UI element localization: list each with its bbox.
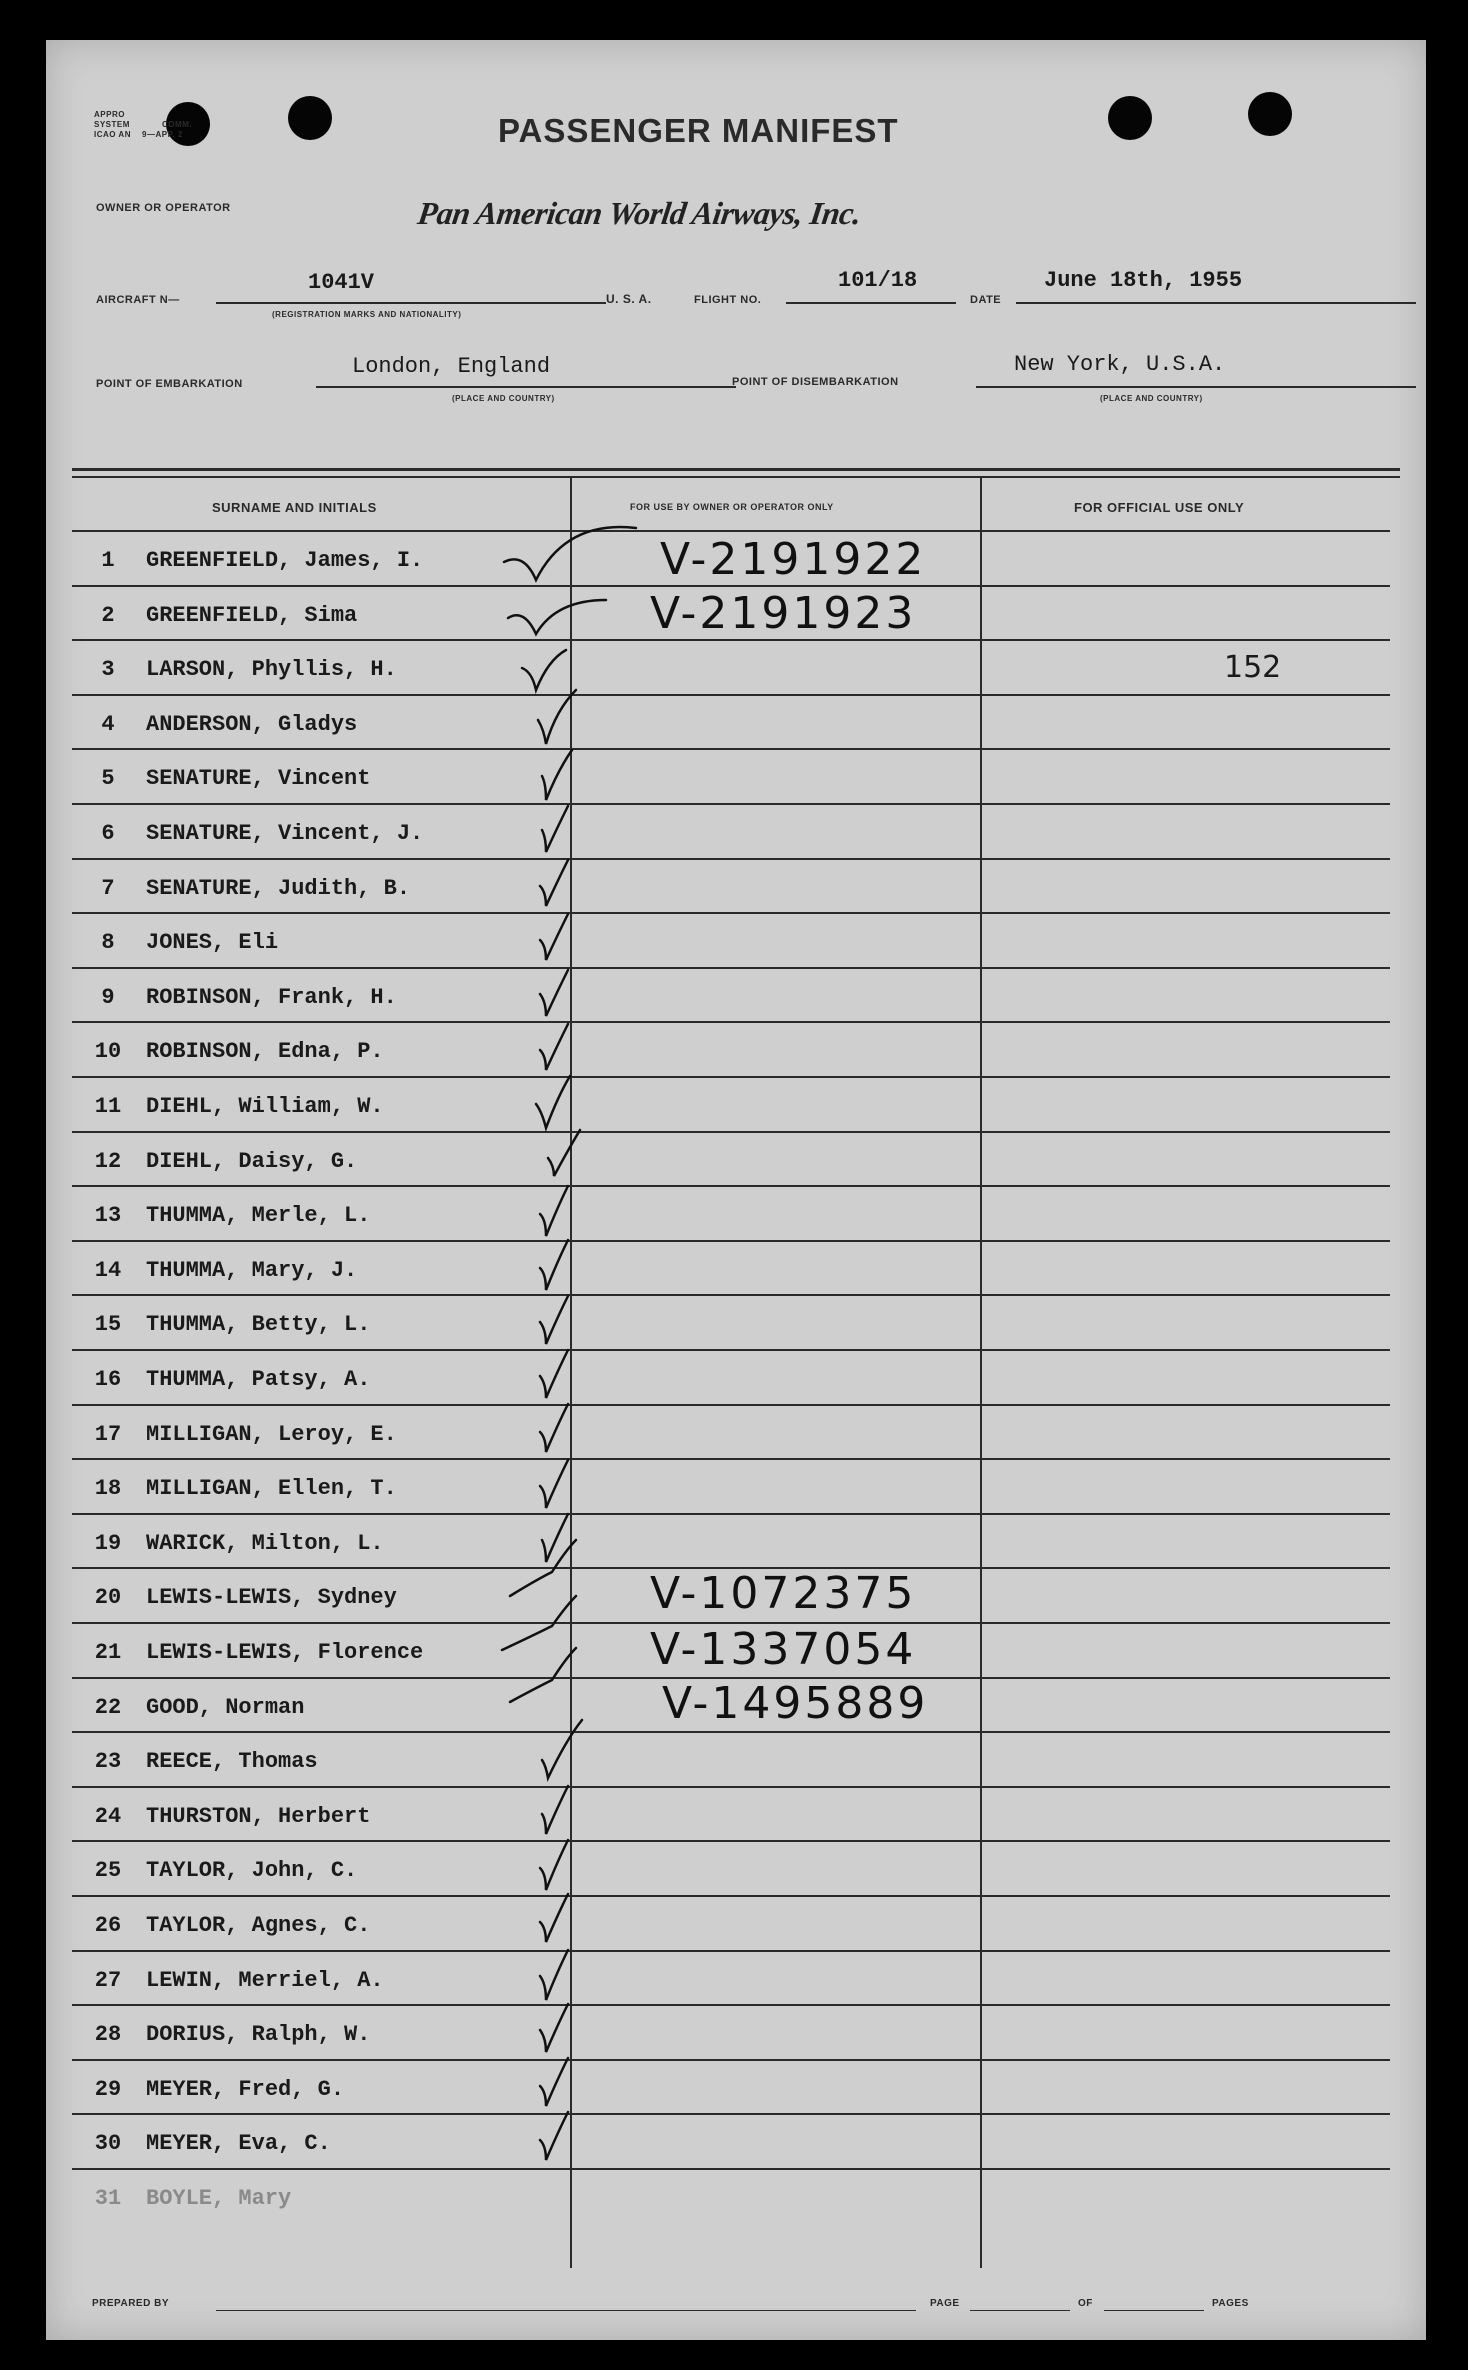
check-mark [540,1186,568,1236]
aircraft-number: 1041V [308,270,375,295]
check-mark [510,1648,576,1702]
check-mark [542,1720,582,1778]
check-mark [540,860,568,906]
disembark-label: POINT OF DISEMBARKATION [732,376,899,388]
row-number: 16 [94,1367,122,1392]
row-number: 7 [101,875,115,901]
approval-text: COMM. [162,120,193,129]
passenger-name: LARSON, Phyllis, H. [146,657,397,683]
check-mark [540,1296,568,1344]
page-label: PAGE [930,2298,960,2309]
registration-caption: (REGISTRATION MARKS AND NATIONALITY) [272,310,462,319]
row-number: 26 [94,1913,122,1938]
check-mark [540,970,568,1016]
row-number: 27 [94,1967,122,1993]
check-mark [542,806,568,852]
row-number: 1 [101,548,115,573]
check-mark [540,1840,568,1890]
passenger-name: THURSTON, Herbert [146,1803,371,1829]
passenger-name: DORIUS, Ralph, W. [146,2022,371,2048]
passenger-name: THUMMA, Mary, J. [146,1257,358,1283]
row-number: 9 [101,984,115,1010]
check-mark [540,1460,568,1508]
check-mark [504,527,636,580]
check-mark [540,914,568,960]
passenger-name: SENATURE, Vincent [146,766,371,792]
check-mark [540,1240,568,1290]
approval-line-3: ICAO AN [94,130,131,139]
passenger-name: ANDERSON, Gladys [146,711,358,737]
column-header-official: FOR OFFICIAL USE ONLY [1074,500,1245,515]
check-mark [540,1894,568,1942]
passenger-name: ROBINSON, Frank, H. [146,984,397,1010]
row-number: 21 [94,1640,122,1665]
row-number: 25 [94,1858,122,1884]
check-mark [522,650,566,690]
check-mark [542,1786,568,1834]
passenger-name: LEWIS-LEWIS, Sydney [146,1585,397,1611]
of-label: OF [1078,2298,1093,2309]
check-mark [540,2112,568,2160]
embark-point: London, England [352,354,551,379]
passenger-name: WARICK, Milton, L. [146,1530,384,1556]
passenger-name: BOYLE, Mary [146,2186,292,2211]
approval-line-1: APPRO [94,110,125,119]
date-label: DATE [970,294,1002,306]
row-number: 30 [94,2131,122,2157]
row-number: 31 [94,2186,122,2211]
row-number: 28 [94,2022,122,2048]
owner-label: OWNER OR OPERATOR [96,202,231,214]
row-number: 6 [101,821,115,846]
check-mark [538,690,576,744]
passenger-name: MILLIGAN, Leroy, E. [146,1421,397,1447]
passenger-name: THUMMA, Patsy, A. [146,1367,371,1392]
passenger-name: THUMMA, Betty, L. [146,1312,371,1338]
check-mark [542,750,572,800]
official-note: 152 [1224,650,1282,685]
pages-label: PAGES [1212,2298,1249,2309]
passenger-name: DIEHL, Daisy, G. [146,1148,358,1174]
check-mark [536,1076,570,1128]
usa-label: U. S. A. [606,292,652,306]
row-number: 22 [94,1694,122,1720]
passenger-name: SENATURE, Judith, B. [146,875,411,901]
embark-caption: (PLACE AND COUNTRY) [452,394,555,403]
check-mark [548,1130,580,1176]
passenger-name: TAYLOR, John, C. [146,1858,358,1884]
passenger-name: GREENFIELD, James, I. [146,548,424,573]
row-number: 18 [94,1476,122,1502]
row-number: 19 [94,1530,122,1556]
handwritten-visa-20: V-1072375 [650,1568,917,1619]
row-number: 11 [94,1094,122,1119]
passenger-name: TAYLOR, Agnes, C. [146,1913,371,1938]
approval-line-2: SYSTEM [94,120,130,129]
row-number: 24 [94,1803,122,1829]
row-number: 20 [94,1585,122,1611]
column-header-owner: FOR USE BY OWNER OR OPERATOR ONLY [630,502,834,512]
check-mark [540,1950,568,2000]
passenger-name: GREENFIELD, Sima [146,602,358,628]
manifest-sheet [46,40,1426,2340]
page-title: PASSENGER MANIFEST [498,112,899,149]
flight-number: 101/18 [838,268,918,293]
passenger-name: MEYER, Fred, G. [146,2076,345,2102]
flight-label: FLIGHT NO. [694,294,762,306]
row-number: 10 [94,1039,122,1065]
handwritten-visa-2: V-2191923 [650,588,917,639]
passenger-name: SENATURE, Vincent, J. [146,821,424,846]
prepared-by-label: PREPARED BY [92,2298,169,2309]
passenger-name: MEYER, Eva, C. [146,2131,331,2157]
row-number: 3 [101,657,115,683]
check-mark [540,1350,568,1398]
row-number: 29 [94,2076,122,2102]
airline-name: Pan American World Airways, Inc. [415,195,864,231]
passenger-name: ROBINSON, Edna, P. [146,1039,384,1065]
check-mark [508,600,606,634]
row-number: 12 [94,1148,122,1174]
passenger-name: REECE, Thomas [146,1749,318,1775]
passenger-name: LEWIS-LEWIS, Florence [146,1640,424,1665]
row-number: 5 [101,766,115,792]
row-number: 4 [101,711,115,737]
row-number: 13 [94,1203,122,1229]
approval-text-2: 9—APP. 2 [142,130,183,139]
aircraft-label: AIRCRAFT N— [96,294,180,306]
passenger-name: DIEHL, William, W. [146,1094,384,1119]
row-number: 23 [94,1749,122,1775]
row-number: 17 [94,1421,122,1447]
handwritten-visa-22: V-1495889 [662,1678,929,1729]
column-header-surname: SURNAME AND INITIALS [212,500,377,515]
row-number: 14 [94,1257,122,1283]
passenger-name: THUMMA, Merle, L. [146,1203,371,1229]
of-line [1104,2310,1204,2311]
check-mark [510,1540,576,1596]
passenger-name: LEWIN, Merriel, A. [146,1967,384,1993]
check-mark [540,2004,568,2052]
check-mark [540,1024,568,1070]
passenger-name: GOOD, Norman [146,1694,305,1720]
passenger-name: MILLIGAN, Ellen, T. [146,1476,397,1502]
handwritten-visa-21: V-1337054 [650,1624,917,1675]
passenger-name: JONES, Eli [146,930,279,956]
check-mark [502,1596,576,1650]
disembark-point: New York, U.S.A. [1014,352,1226,377]
row-number: 2 [101,602,115,628]
row-number: 8 [101,930,115,956]
check-mark [540,1404,568,1452]
flight-date: June 18th, 1955 [1044,268,1243,293]
embark-label: POINT OF EMBARKATION [96,378,243,390]
handwritten-visa-1: V-2191922 [660,534,927,585]
page-line [970,2310,1070,2311]
check-marks [46,40,1426,2340]
check-mark [540,2058,568,2106]
prepared-by-line [216,2310,916,2311]
row-number: 15 [94,1312,122,1338]
disembark-caption: (PLACE AND COUNTRY) [1100,394,1203,403]
